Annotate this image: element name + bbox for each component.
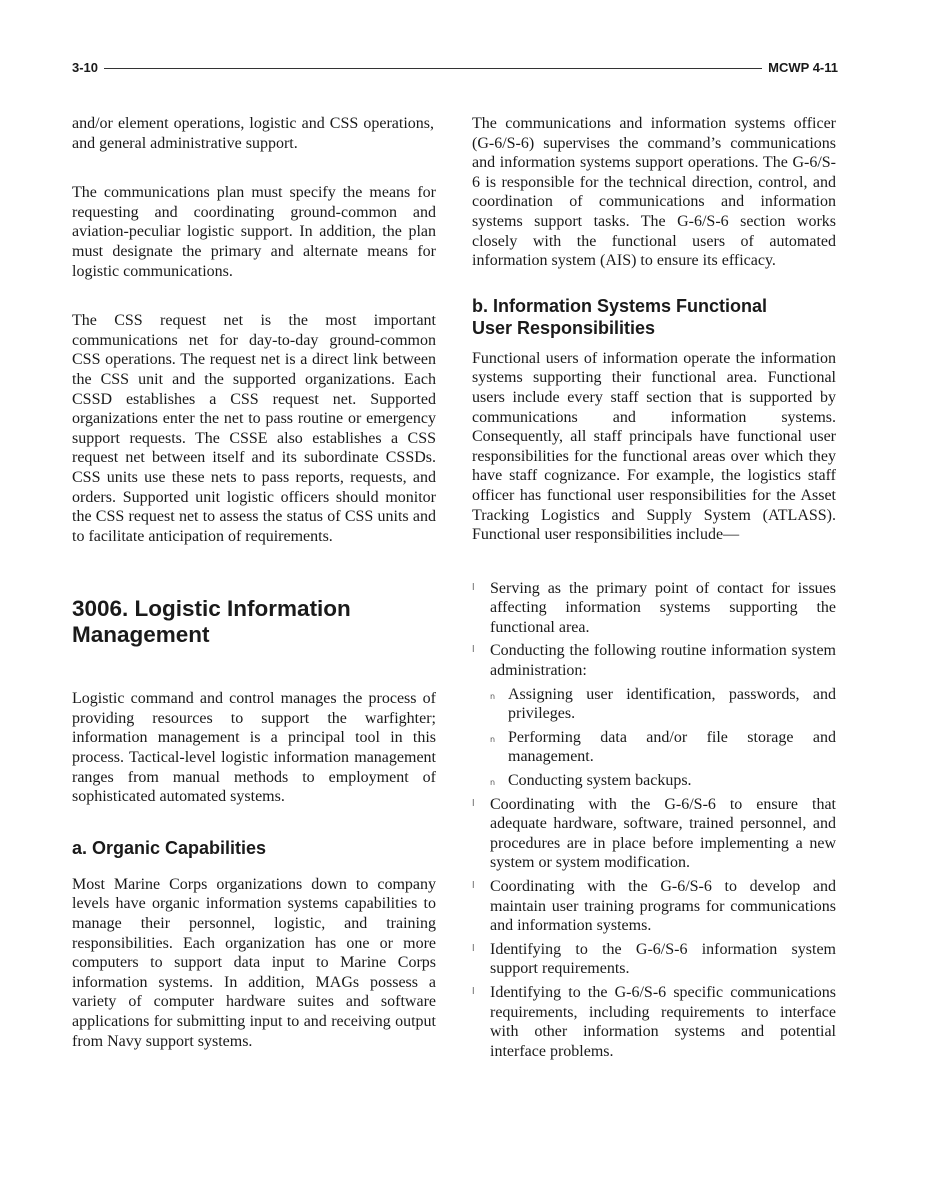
subheading-functional-user-responsibilities: b. Information Systems Functional User Responsibilities — [472, 295, 768, 338]
list-item — [472, 877, 836, 936]
sub-list-item — [490, 728, 836, 767]
right-column — [472, 114, 836, 1061]
paragraph-g6-s6: The communications and information systems officer (G-6/S-6) supervises the command’s communications and information systems support operations. The G-6/S-6 is responsible for the technical direction, control, and coordination of communications and information systems support tasks. The G-6/S-6 section works closely with the functional users of automated information system (AIS) to ensure its efficacy. — [472, 115, 836, 270]
sub-list-item — [490, 685, 836, 724]
sub-bullet-marker: n — [490, 778, 496, 788]
list-item — [472, 641, 836, 790]
sub-list-item-text: Assigning user identification, passwords, and privileges. — [508, 685, 836, 723]
paragraph-communications-plan: The communications plan must specify the means for requesting and coordinating ground-common and aviation-peculiar logistic support. In addition, the plan must designate the primary and alternate means for logistic communications. — [72, 184, 436, 280]
paragraph-continued: and/or element operations, logistic and CSS operations, and general administrative support. — [72, 115, 434, 152]
sub-list-item-text: Conducting system backups. — [508, 772, 692, 790]
list-item — [472, 579, 836, 638]
sub-bullet-marker: n — [490, 691, 496, 701]
paragraph-logistic-info-management: Logistic command and control manages the process of providing resources to support the warfighter; information management is a principal tool in this process. Tactical-level logistic information management ranges from manual methods to employment of sophisticated automated systems. — [72, 690, 436, 806]
bullet-marker: l — [472, 881, 475, 891]
left-column — [72, 114, 436, 1051]
bullet-marker: l — [472, 943, 475, 954]
paragraph-functional-users: Functional users of information operate the information systems supporting their functional area. Functional users include every staff section that is supported by communications and information systems. Consequently, all staff principals have functional user responsibilities for the functional areas over which they have staff cognizance. For example, the logistics staff officer has functional user responsibilities for the Asset Tracking Logistics and Supply System (ATLASS). Functional user responsibilities include— — [472, 349, 836, 544]
paragraph-organic-capabilities: Most Marine Corps organizations down to company levels have organic information systems capabilities to manage their personnel, logistic, and training responsibilities. Each organization has one or more computers to support data input to Marine Corps information systems. In addition, MAGs possess a variety of computer hardware suites and software applications for submitting input to and receiving output from Navy support systems. — [72, 875, 436, 1050]
document-id: MCWP 4-11 — [762, 60, 838, 76]
bullet-marker: l — [472, 582, 475, 593]
list-item-text: Serving as the primary point of contact for issues affecting information systems supporting the functional area. — [490, 579, 836, 636]
list-item-text: Identifying to the G-6/S-6 specific communications requirements, including requirements to interface with other information systems and potential interface problems. — [490, 983, 836, 1060]
list-item-text: Identifying to the G-6/S-6 information system support requirements. — [490, 940, 836, 978]
sub-list-item-text: Performing data and/or file storage and management. — [508, 728, 836, 766]
bullet-marker: l — [472, 986, 475, 997]
list-item-text: Conducting the following routine information system administration: — [490, 642, 836, 680]
list-item-text: Coordinating with the G-6/S-6 to develop and maintain user training programs for communications and information systems. — [490, 878, 836, 935]
bullet-marker: l — [472, 645, 475, 656]
page-header — [72, 60, 838, 78]
bullet-marker: l — [472, 798, 475, 809]
sub-bullet-marker: n — [490, 734, 496, 744]
responsibilities-list — [472, 579, 836, 1062]
list-item — [472, 983, 836, 1061]
header-rule — [72, 68, 838, 69]
list-item — [472, 795, 836, 873]
sub-list-item — [490, 771, 836, 791]
list-item — [472, 940, 836, 979]
subheading-organic-capabilities: a. Organic Capabilities — [72, 837, 267, 858]
section-heading-3006: 3006. Logistic Information Management — [72, 596, 351, 648]
page-number: 3-10 — [72, 60, 104, 76]
list-item-text: Coordinating with the G-6/S-6 to ensure that adequate hardware, software, trained personnel, and procedures are in place before implementing a new system or system modification. — [490, 795, 836, 872]
paragraph-css-request-net: The CSS request net is the most important communications net for day-to-day ground-common CSS operations. The request net is a direct link between the CSS unit and the supported organizations. Each CSSD establishes a CSS request net. Supported organizations enter the net to pass routine or emergency support requests. The CSSE also establishes a CSS request net between itself and its subordinate CSSDs. CSS units use these nets to pass reports, requests, and orders. Supported unit logistic officers should monitor the CSS request net to assess the status of CSS units and to facilitate anticipation of requirements. — [72, 312, 436, 545]
sub-list — [490, 685, 836, 791]
